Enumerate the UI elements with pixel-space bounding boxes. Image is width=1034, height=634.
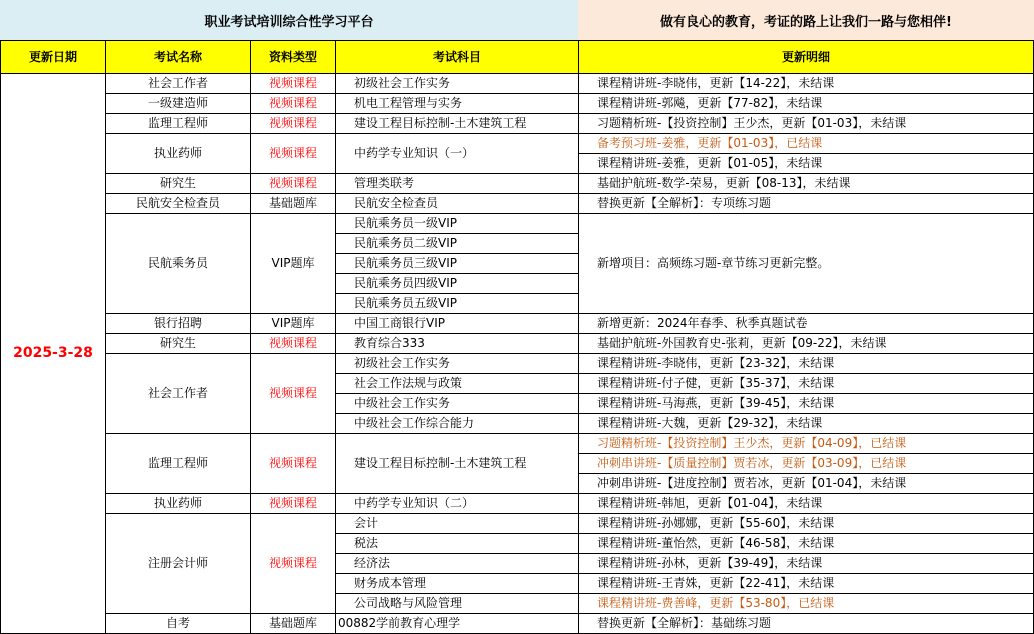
detail-cell[interactable]: 基础护航班-外国教育史-张莉，更新【09-22】，未结课: [579, 334, 1034, 354]
date-cell[interactable]: 2025-3-28: [1, 74, 106, 634]
table-row: [1, 314, 1034, 334]
header-type[interactable]: 资料类型: [251, 41, 336, 74]
detail-cell[interactable]: 基础护航班-数学-荣易，更新【08-13】，未结课: [579, 174, 1034, 194]
exam-cell[interactable]: 社会工作者: [106, 74, 251, 94]
type-cell[interactable]: 视频课程: [251, 494, 336, 514]
table-row: [1, 134, 1034, 154]
detail-cell[interactable]: 课程精讲班-姜雅，更新【01-05】，未结课: [579, 154, 1034, 174]
type-cell[interactable]: VIP题库: [251, 314, 336, 334]
exam-cell[interactable]: 注册会计师: [106, 514, 251, 614]
subject-cell[interactable]: 公司战略与风险管理: [336, 594, 579, 614]
subject-cell[interactable]: 中药学专业知识（二）: [336, 494, 579, 514]
detail-cell[interactable]: 课程精讲班-董怡然，更新【46-58】，未结课: [579, 534, 1034, 554]
type-cell[interactable]: 视频课程: [251, 134, 336, 174]
table-row: [1, 434, 1034, 454]
detail-cell[interactable]: 替换更新【全解析】：专项练习题: [579, 194, 1034, 214]
exam-cell[interactable]: 银行招聘: [106, 314, 251, 334]
subject-cell[interactable]: 中药学专业知识（一）: [336, 134, 579, 174]
subject-cell[interactable]: 中级社会工作综合能力: [336, 414, 579, 434]
subject-cell[interactable]: 民航乘务员五级VIP: [336, 294, 579, 314]
update-table: [0, 40, 1034, 634]
exam-cell[interactable]: 自考: [106, 614, 251, 634]
exam-cell[interactable]: 执业药师: [106, 494, 251, 514]
detail-cell[interactable]: 习题精析班-【投资控制】王少杰，更新【01-03】，未结课: [579, 114, 1034, 134]
subject-cell[interactable]: 中级社会工作实务: [336, 394, 579, 414]
detail-cell[interactable]: 备考预习班-姜雅，更新【01-03】，已结课: [579, 134, 1034, 154]
exam-cell[interactable]: 民航安全检查员: [106, 194, 251, 214]
type-cell[interactable]: 视频课程: [251, 354, 336, 434]
subject-cell[interactable]: 初级社会工作实务: [336, 354, 579, 374]
table-row: [1, 174, 1034, 194]
detail-cell[interactable]: 课程精讲班-韩旭，更新【01-04】，未结课: [579, 494, 1034, 514]
detail-cell[interactable]: 课程精讲班-费善峰，更新【53-80】，已结课: [579, 594, 1034, 614]
detail-cell[interactable]: 替换更新【全解析】：基础练习题: [579, 614, 1034, 634]
type-cell[interactable]: 视频课程: [251, 174, 336, 194]
header-subject[interactable]: 考试科目: [336, 41, 579, 74]
subject-cell[interactable]: 建设工程目标控制-土木建筑工程: [336, 434, 579, 494]
subject-cell[interactable]: 税法: [336, 534, 579, 554]
exam-cell[interactable]: 监理工程师: [106, 114, 251, 134]
type-cell[interactable]: VIP题库: [251, 214, 336, 314]
subject-cell[interactable]: 00882学前教育心理学: [336, 614, 579, 634]
table-row: [1, 494, 1034, 514]
banner: [0, 0, 1034, 40]
exam-cell[interactable]: 一级建造师: [106, 94, 251, 114]
detail-cell[interactable]: 课程精讲班-李晓伟，更新【23-32】，未结课: [579, 354, 1034, 374]
subject-cell[interactable]: 会计: [336, 514, 579, 534]
table-row: [1, 514, 1034, 534]
type-cell[interactable]: 视频课程: [251, 334, 336, 354]
type-cell[interactable]: 视频课程: [251, 434, 336, 494]
table-row: [1, 74, 1034, 94]
detail-cell[interactable]: 课程精讲班-李晓伟，更新【14-22】，未结课: [579, 74, 1034, 94]
detail-cell[interactable]: 课程精讲班-马海燕，更新【39-45】，未结课: [579, 394, 1034, 414]
type-cell[interactable]: 基础题库: [251, 194, 336, 214]
detail-cell[interactable]: 课程精讲班-大魏，更新【29-32】，未结课: [579, 414, 1034, 434]
subject-cell[interactable]: 教育综合333: [336, 334, 579, 354]
detail-cell[interactable]: 课程精讲班-王青姝，更新【22-41】，未结课: [579, 574, 1034, 594]
table-row: [1, 94, 1034, 114]
detail-cell[interactable]: 新增更新：2024年春季、秋季真题试卷: [579, 314, 1034, 334]
platform-title: 职业考试培训综合性学习平台: [0, 0, 578, 40]
type-cell[interactable]: 视频课程: [251, 74, 336, 94]
detail-cell[interactable]: 课程精讲班-孙林，更新【39-49】，未结课: [579, 554, 1034, 574]
detail-cell[interactable]: 课程精讲班-郭飚，更新【77-82】，未结课: [579, 94, 1034, 114]
subject-cell[interactable]: 初级社会工作实务: [336, 74, 579, 94]
exam-cell[interactable]: 执业药师: [106, 134, 251, 174]
slogan: 做有良心的教育，考证的路上让我们一路与您相伴!: [578, 0, 1034, 40]
table-row: [1, 334, 1034, 354]
detail-cell[interactable]: 冲刺串讲班-【质量控制】贾若冰，更新【03-09】，已结课: [579, 454, 1034, 474]
subject-cell[interactable]: 民航乘务员三级VIP: [336, 254, 579, 274]
header-exam[interactable]: 考试名称: [106, 41, 251, 74]
header-detail[interactable]: 更新明细: [579, 41, 1034, 74]
subject-cell[interactable]: 中国工商银行VIP: [336, 314, 579, 334]
exam-cell[interactable]: 研究生: [106, 334, 251, 354]
table-row: [1, 214, 1034, 234]
subject-cell[interactable]: 财务成本管理: [336, 574, 579, 594]
subject-cell[interactable]: 民航乘务员二级VIP: [336, 234, 579, 254]
detail-cell[interactable]: 课程精讲班-付子健，更新【35-37】，未结课: [579, 374, 1034, 394]
subject-cell[interactable]: 建设工程目标控制-土木建筑工程: [336, 114, 579, 134]
table-row: [1, 614, 1034, 634]
type-cell[interactable]: 基础题库: [251, 614, 336, 634]
subject-cell[interactable]: 经济法: [336, 554, 579, 574]
subject-cell[interactable]: 民航乘务员一级VIP: [336, 214, 579, 234]
header-date[interactable]: 更新日期: [1, 41, 106, 74]
subject-cell[interactable]: 民航安全检查员: [336, 194, 579, 214]
subject-cell[interactable]: 民航乘务员四级VIP: [336, 274, 579, 294]
subject-cell[interactable]: 管理类联考: [336, 174, 579, 194]
exam-cell[interactable]: 监理工程师: [106, 434, 251, 494]
type-cell[interactable]: 视频课程: [251, 114, 336, 134]
table-row: [1, 114, 1034, 134]
type-cell[interactable]: 视频课程: [251, 514, 336, 614]
detail-cell[interactable]: 课程精讲班-孙娜娜，更新【55-60】，未结课: [579, 514, 1034, 534]
table-row: [1, 354, 1034, 374]
detail-cell[interactable]: 冲刺串讲班-【进度控制】贾若冰，更新【01-04】，未结课: [579, 474, 1034, 494]
type-cell[interactable]: 视频课程: [251, 94, 336, 114]
table-row: [1, 194, 1034, 214]
detail-cell[interactable]: 习题精析班-【投资控制】王少杰，更新【04-09】，已结课: [579, 434, 1034, 454]
exam-cell[interactable]: 民航乘务员: [106, 214, 251, 314]
detail-cell[interactable]: 新增项目：高频练习题-章节练习更新完整。: [579, 214, 1034, 314]
exam-cell[interactable]: 研究生: [106, 174, 251, 194]
subject-cell[interactable]: 机电工程管理与实务: [336, 94, 579, 114]
header-row: [1, 41, 1034, 74]
exam-cell[interactable]: 社会工作者: [106, 354, 251, 434]
subject-cell[interactable]: 社会工作法规与政策: [336, 374, 579, 394]
